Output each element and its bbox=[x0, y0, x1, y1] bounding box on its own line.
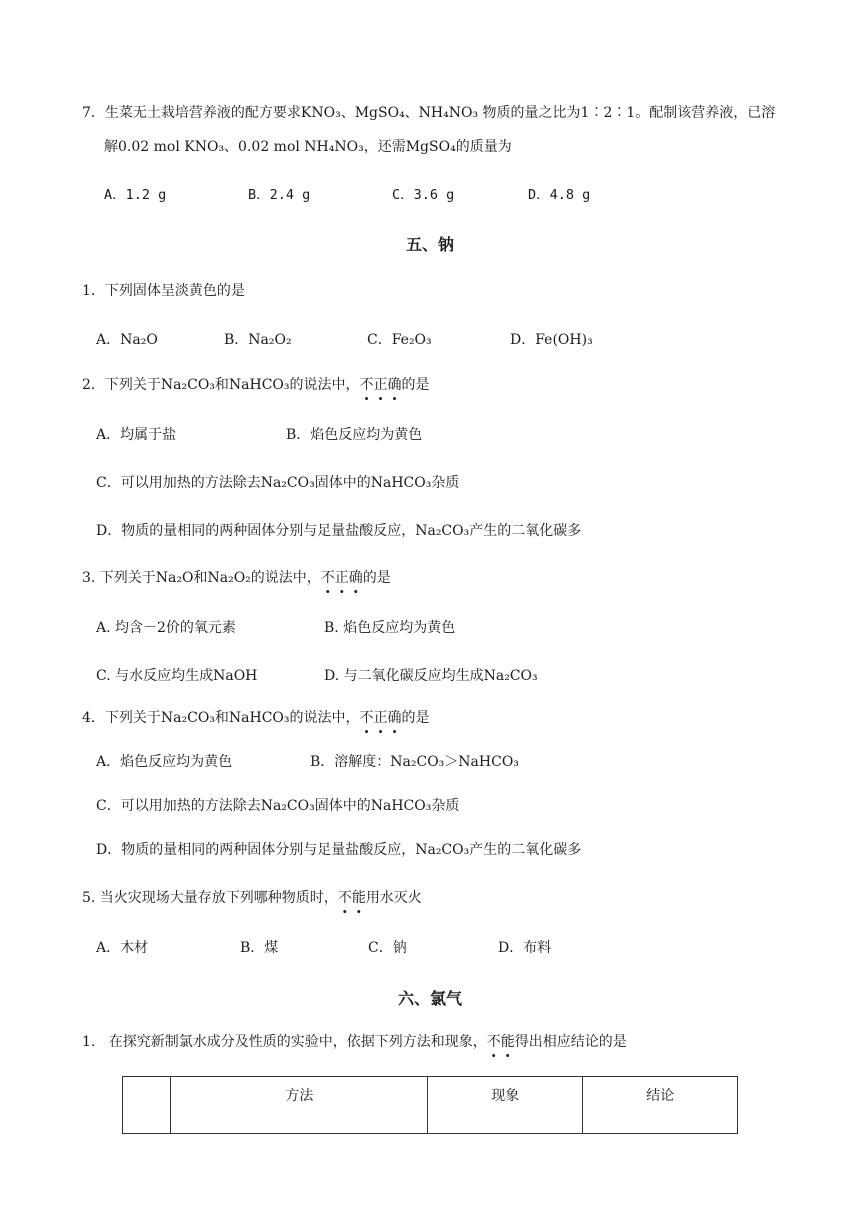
s5-q5-option-a: A．木材 bbox=[96, 940, 149, 956]
table-header-cell: 方法 bbox=[171, 1077, 428, 1134]
s5-q3-stem-post: 的是 bbox=[362, 570, 391, 586]
section-title-sodium: 五、钠 bbox=[405, 235, 454, 254]
q7-option-c: C．3.6 g bbox=[392, 187, 455, 203]
emphasis-char: 不 bbox=[359, 710, 374, 726]
emphasis-char: 能 bbox=[500, 1034, 515, 1050]
q7-option-d: D．4.8 g bbox=[528, 187, 591, 203]
emphasis-char: 不 bbox=[337, 890, 352, 906]
experiment-table bbox=[122, 1076, 738, 1134]
s5-q2-option-a: A．均属于盐 bbox=[96, 427, 177, 443]
emphasis-char: 正 bbox=[334, 570, 349, 586]
s5-q3-stem bbox=[82, 568, 391, 588]
s5-q1-option-c: C．Fe₂O₃ bbox=[367, 332, 432, 348]
emphasis-char: 确 bbox=[387, 710, 402, 726]
s5-q5-option-c: C．钠 bbox=[368, 940, 407, 956]
emphasis-char: 不 bbox=[486, 1034, 501, 1050]
s5-q2-stem-pre: 2．下列关于Na₂CO₃和NaHCO₃的说法中， bbox=[82, 377, 360, 393]
s5-q1-stem: 1．下列固体呈淡黄色的是 bbox=[82, 283, 245, 299]
q7-option-b: B．2.4 g bbox=[248, 187, 311, 203]
s5-q3-option-c: C. 与水反应均生成NaOH bbox=[96, 668, 258, 684]
q7-stem-line2: 解0.02 mol KNO₃、0.02 mol NH₄NO₃，还需MgSO₄的质量为 bbox=[104, 139, 512, 155]
s6-q1-stem-pre: 1. 在探究新制氯水成分及性质的实验中，依据下列方法和现象， bbox=[82, 1034, 487, 1050]
s5-q2-option-b: B．焰色反应均为黄色 bbox=[286, 427, 423, 443]
s6-q1-stem-post: 得出相应结论的是 bbox=[514, 1034, 627, 1050]
table-header-row bbox=[123, 1077, 738, 1134]
s5-q2-stem-post: 的是 bbox=[401, 377, 430, 393]
s5-q4-option-b: B．溶解度：Na₂CO₃＞NaHCO₃ bbox=[310, 754, 519, 770]
emphasis-char: 正 bbox=[373, 377, 388, 393]
section-title-chlorine: 六、氯气 bbox=[397, 989, 462, 1008]
s5-q2-stem bbox=[82, 375, 430, 395]
emphasis-char: 确 bbox=[387, 377, 402, 393]
s5-q5-option-b: B．煤 bbox=[240, 940, 279, 956]
table-header-cell bbox=[123, 1077, 171, 1134]
s5-q1-option-d: D．Fe(OH)₃ bbox=[510, 332, 593, 348]
emphasis-char: 确 bbox=[348, 570, 363, 586]
s5-q5-stem-pre: 5. 当火灾现场大量存放下列哪种物质时， bbox=[82, 890, 338, 906]
s5-q3-option-d: D. 与二氧化碳反应均生成Na₂CO₃ bbox=[324, 668, 538, 684]
table-header-cell: 现象 bbox=[428, 1077, 583, 1134]
s5-q2-option-c: C．可以用加热的方法除去Na₂CO₃固体中的NaHCO₃杂质 bbox=[96, 475, 460, 491]
s5-q1-option-b: B．Na₂O₂ bbox=[224, 332, 292, 348]
emphasis-char: 不 bbox=[320, 570, 335, 586]
s5-q4-stem-post: 的是 bbox=[401, 710, 430, 726]
s5-q5-stem-post: 用水灭火 bbox=[365, 890, 422, 906]
s5-q4-stem-pre: 4．下列关于Na₂CO₃和NaHCO₃的说法中， bbox=[82, 710, 360, 726]
emphasis-char: 不 bbox=[359, 377, 374, 393]
s5-q4-stem bbox=[82, 708, 430, 728]
s5-q2-option-d: D．物质的量相同的两种固体分别与足量盐酸反应，Na₂CO₃产生的二氧化碳多 bbox=[96, 523, 582, 539]
s5-q1-option-a: A．Na₂O bbox=[96, 332, 158, 348]
q7-option-a: A．1.2 g bbox=[104, 187, 167, 203]
table-header-cell: 结论 bbox=[583, 1077, 738, 1134]
s5-q3-stem-pre: 3. 下列关于Na₂O和Na₂O₂的说法中， bbox=[82, 570, 321, 586]
s5-q3-option-b: B. 焰色反应均为黄色 bbox=[324, 620, 456, 636]
s5-q4-option-c: C．可以用加热的方法除去Na₂CO₃固体中的NaHCO₃杂质 bbox=[96, 798, 460, 814]
emphasis-char: 能 bbox=[351, 890, 366, 906]
s5-q4-option-a: A．焰色反应均为黄色 bbox=[96, 754, 233, 770]
s5-q3-option-a: A. 均含－2价的氧元素 bbox=[96, 620, 236, 636]
s6-q1-stem bbox=[82, 1032, 627, 1052]
s5-q5-stem bbox=[82, 888, 422, 908]
emphasis-char: 正 bbox=[373, 710, 388, 726]
q7-stem-line1: 7．生菜无土栽培营养液的配方要求KNO₃、MgSO₄、NH₄NO₃ 物质的量之比为1∶2∶1。配制该营养液，已溶 bbox=[82, 105, 776, 121]
s5-q4-option-d: D．物质的量相同的两种固体分别与足量盐酸反应，Na₂CO₃产生的二氧化碳多 bbox=[96, 842, 582, 858]
s5-q5-option-d: D．布料 bbox=[498, 940, 552, 956]
